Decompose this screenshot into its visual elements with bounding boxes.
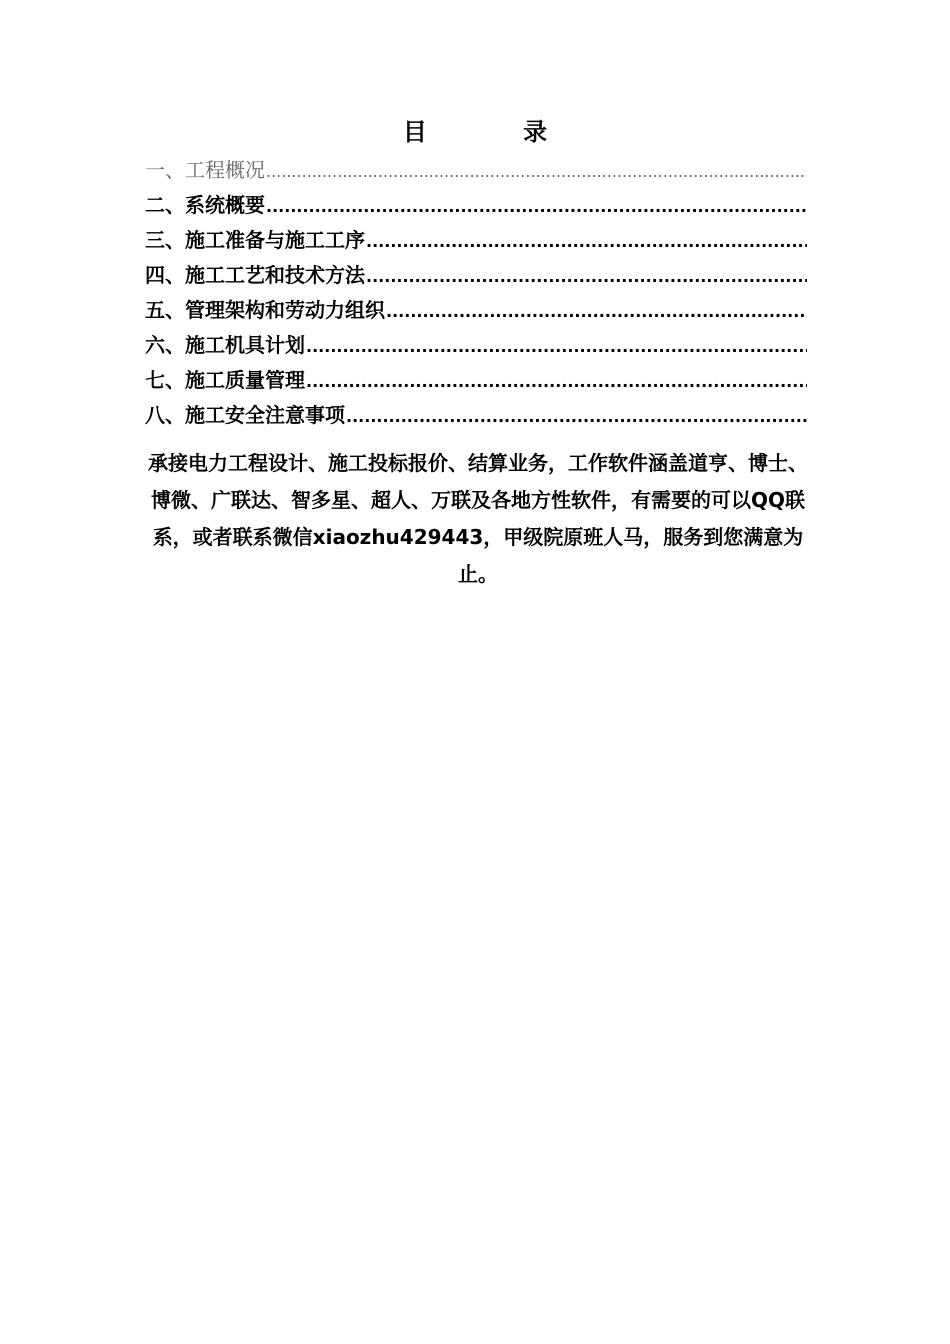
toc-entry-label: 四、施工工艺和技术方法 [145, 263, 365, 287]
toc-dot-leader [366, 259, 807, 293]
toc-entry[interactable] [145, 223, 807, 258]
toc-dot-leader [266, 189, 807, 223]
service-notice: 承接电力工程设计、施工投标报价、结算业务，工作软件涵盖道亨、博士、博微、广联达、智多星、超人、万联及各地方性软件，有需要的可以QQ联系，或者联系微信xiaozhu429443，甲级院原班人马，服务到您满意为止。 [148, 451, 808, 586]
toc-dot-leader [386, 294, 807, 328]
toc-entry-label: 一、工程概况 [145, 158, 265, 182]
toc-entry[interactable] [145, 398, 807, 433]
toc-entry-label: 八、施工安全注意事项 [145, 403, 345, 427]
toc-entry-label: 三、施工准备与施工工序 [145, 228, 365, 252]
toc-entry[interactable] [145, 153, 807, 188]
toc-dot-leader [266, 154, 807, 188]
toc-title: 目 录 [402, 118, 592, 146]
toc-dot-leader [306, 329, 807, 363]
toc-entry[interactable] [145, 363, 807, 398]
toc-dot-leader [346, 399, 807, 433]
toc-dot-leader [306, 364, 807, 398]
toc-entry-label: 七、施工质量管理 [145, 368, 305, 392]
toc-entry[interactable] [145, 328, 807, 363]
toc-dot-leader [366, 224, 807, 258]
toc-entry-label: 六、施工机具计划 [145, 333, 305, 357]
toc-entry-label: 二、系统概要 [145, 193, 265, 217]
toc-entry-label: 五、管理架构和劳动力组织 [145, 298, 385, 322]
toc-entry[interactable] [145, 293, 807, 328]
table-of-contents [145, 153, 807, 433]
toc-entry[interactable] [145, 258, 807, 293]
toc-entry[interactable] [145, 188, 807, 223]
